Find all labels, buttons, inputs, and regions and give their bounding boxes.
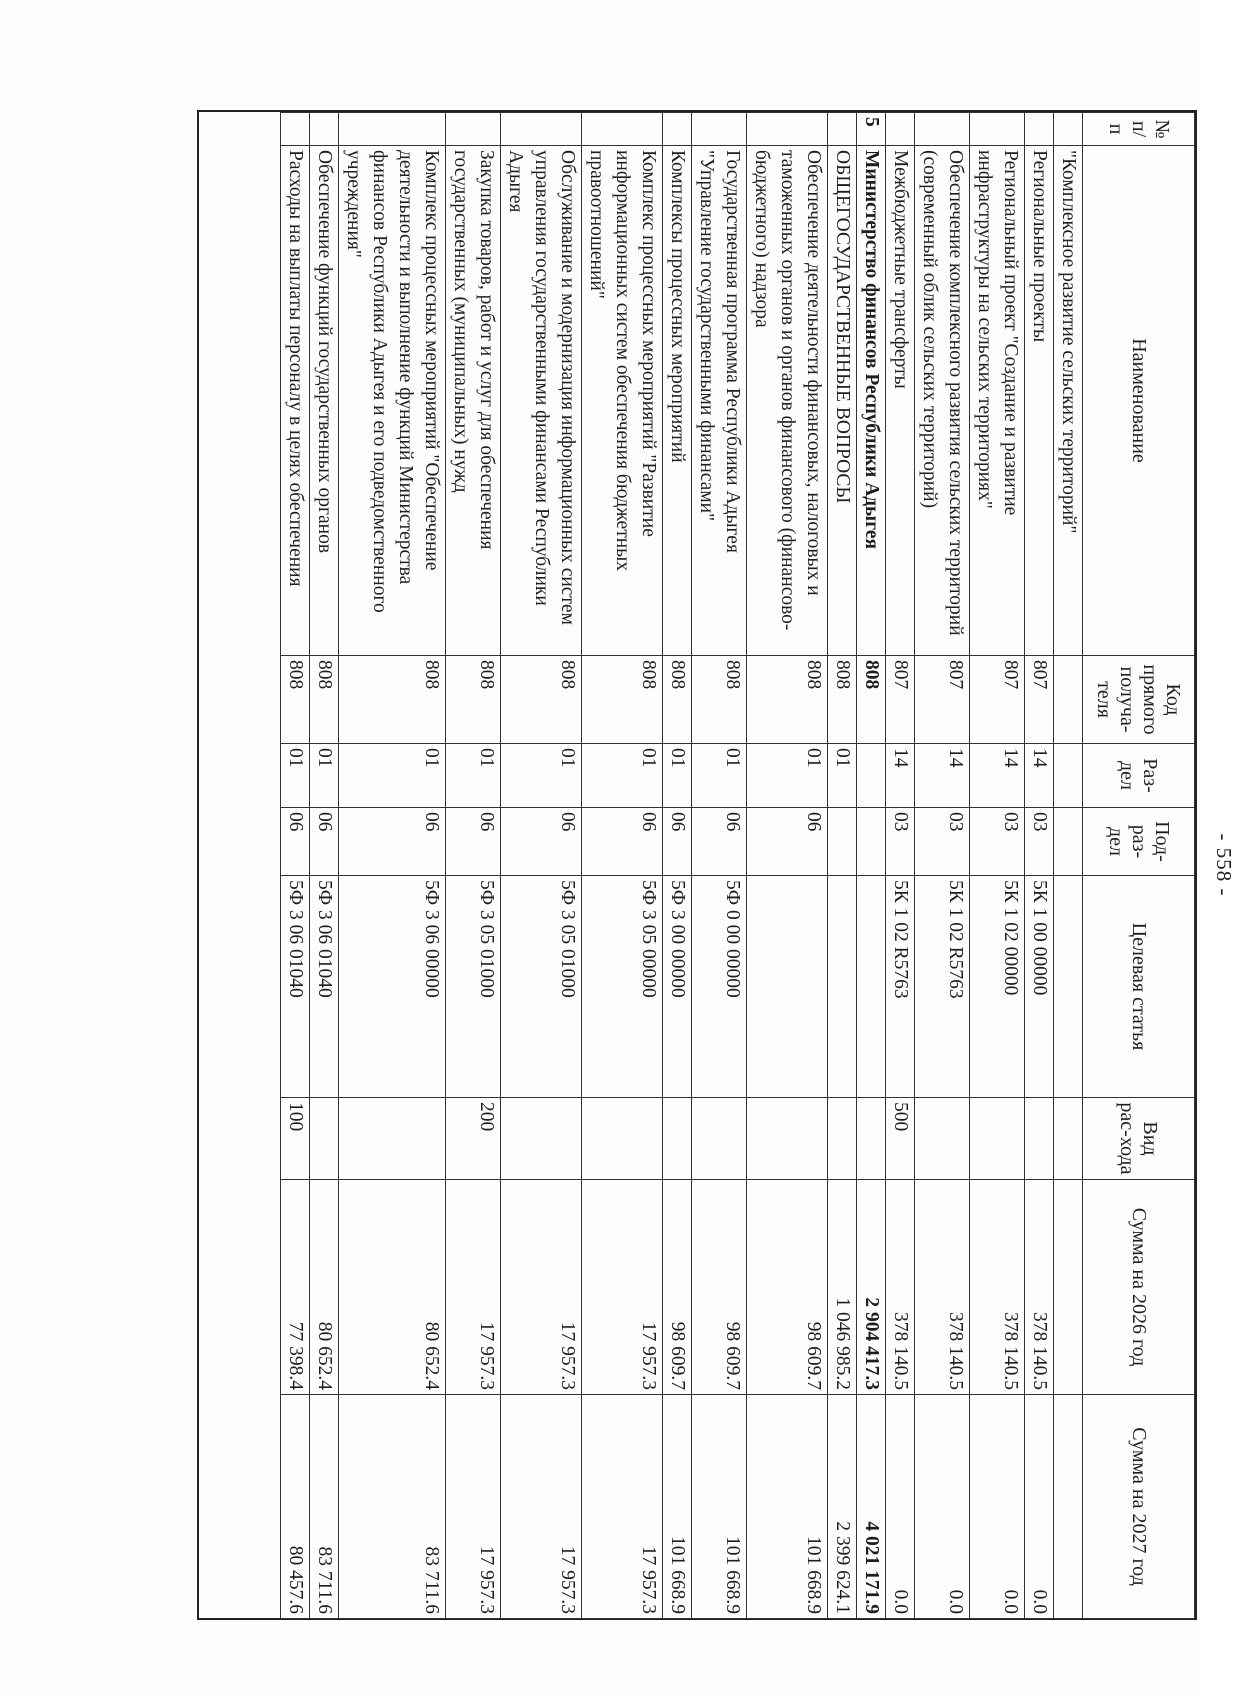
table-row (310, 113, 339, 1619)
header-vid: Вид рас-хода (1083, 1098, 1195, 1180)
row-celevaya-cell: 5Ф 3 06 01040 (281, 876, 310, 1098)
row-razdel-cell: 01 (747, 744, 828, 808)
row-sum-2026-cell: 378 140.5 (886, 1180, 915, 1395)
header-podrazdel: Под-раз-дел (1083, 808, 1195, 876)
row-razdel-cell: 01 (501, 744, 582, 808)
row-name-cell: Расходы на выплаты персоналу в целях обеспечения (281, 146, 310, 656)
row-sum-2026-cell: 80 652.4 (310, 1180, 339, 1395)
row-name-cell: Обеспечение комплексного развития сельских территорий (современный облик сельских территорий) (915, 146, 970, 656)
row-code-cell (1054, 656, 1083, 744)
row-code-cell: 808 (663, 656, 692, 744)
row-number-cell (446, 113, 501, 146)
row-razdel-cell: 01 (446, 744, 501, 808)
row-razdel-cell: 14 (1025, 744, 1054, 808)
row-podrazdel-cell: 06 (501, 808, 582, 876)
row-name-cell: Региональный проект "Создание и развитие инфраструктуры на сельских территориях" (970, 146, 1025, 656)
row-vid-cell (970, 1098, 1025, 1180)
row-code-cell: 807 (1025, 656, 1054, 744)
row-sum-2026-cell: 17 957.3 (582, 1180, 663, 1395)
header-razdel: Раз-дел (1083, 744, 1195, 808)
row-code-cell: 807 (970, 656, 1025, 744)
row-sum-2026-cell: 17 957.3 (501, 1180, 582, 1395)
row-celevaya-cell: 5К 1 02 R5763 (886, 876, 915, 1098)
budget-table (280, 112, 1195, 1619)
row-name-cell: ОБЩЕГОСУДАРСТВЕННЫЕ ВОПРОСЫ (828, 146, 857, 656)
row-code-cell: 808 (281, 656, 310, 744)
row-podrazdel-cell: 06 (663, 808, 692, 876)
row-sum-2027-cell: 17 957.3 (582, 1395, 663, 1619)
row-sum-2027-cell: 101 668.9 (747, 1395, 828, 1619)
row-name-cell: Министерство финансов Республики Адыгея (857, 146, 886, 656)
row-razdel-cell (857, 744, 886, 808)
header-sum-2026: Сумма на 2026 год (1083, 1180, 1195, 1395)
row-razdel-cell: 14 (886, 744, 915, 808)
row-sum-2026-cell: 98 609.7 (692, 1180, 747, 1395)
row-number-cell (747, 113, 828, 146)
header-code: Код прямого получа-теля (1083, 656, 1195, 744)
row-sum-2027-cell: 17 957.3 (446, 1395, 501, 1619)
table-row (886, 113, 915, 1619)
row-celevaya-cell: 5Ф 3 05 01000 (446, 876, 501, 1098)
row-number-cell (1025, 113, 1054, 146)
table-row (339, 113, 446, 1619)
row-code-cell: 808 (501, 656, 582, 744)
row-sum-2026-cell: 378 140.5 (1025, 1180, 1054, 1395)
row-vid-cell (828, 1098, 857, 1180)
row-sum-2026-cell: 98 609.7 (747, 1180, 828, 1395)
row-number-cell: 5 (857, 113, 886, 146)
row-sum-2027-cell: 101 668.9 (663, 1395, 692, 1619)
row-number-cell (915, 113, 970, 146)
table-row (692, 113, 747, 1619)
row-celevaya-cell: 5Ф 3 05 00000 (582, 876, 663, 1098)
row-vid-cell (1025, 1098, 1054, 1180)
row-podrazdel-cell: 06 (692, 808, 747, 876)
row-name-cell: Закупка товаров, работ и услуг для обеспечения государственных (муниципальных) нужд (446, 146, 501, 656)
row-sum-2027-cell: 0.0 (970, 1395, 1025, 1619)
row-vid-cell: 100 (281, 1098, 310, 1180)
row-sum-2027-cell: 0.0 (886, 1395, 915, 1619)
page-number: - 558 - (1212, 833, 1236, 897)
table-body (281, 113, 1083, 1619)
row-razdel-cell: 01 (692, 744, 747, 808)
row-sum-2026-cell: 77 398.4 (281, 1180, 310, 1395)
row-vid-cell: 500 (886, 1098, 915, 1180)
table-row (1025, 113, 1054, 1619)
row-podrazdel-cell (828, 808, 857, 876)
row-name-cell: Обслуживание и модернизация информационных систем управления государственными финансами Республики Адыгея (501, 146, 582, 656)
row-celevaya-cell: 5К 1 02 R5763 (915, 876, 970, 1098)
row-celevaya-cell: 5Ф 3 06 01040 (310, 876, 339, 1098)
row-celevaya-cell: 5Ф 3 00 00000 (663, 876, 692, 1098)
row-sum-2027-cell: 2 399 624.1 (828, 1395, 857, 1619)
row-vid-cell (582, 1098, 663, 1180)
row-number-cell (501, 113, 582, 146)
table-row (828, 113, 857, 1619)
row-sum-2027-cell: 0.0 (1025, 1395, 1054, 1619)
row-razdel-cell: 14 (970, 744, 1025, 808)
row-sum-2027-cell: 80 457.6 (281, 1395, 310, 1619)
header-no: № п/п (1083, 113, 1195, 146)
row-podrazdel-cell: 03 (915, 808, 970, 876)
row-razdel-cell: 01 (281, 744, 310, 808)
row-sum-2027-cell: 17 957.3 (501, 1395, 582, 1619)
row-code-cell: 808 (857, 656, 886, 744)
row-name-cell: Комплекс процессных мероприятий "Обеспечение деятельности и выполнение функций Министерства финансов Республики Адыгея и его подведомственного учреждения" (339, 146, 446, 656)
row-name-cell: Государственная программа Республики Адыгея "Управление государственными финансами" (692, 146, 747, 656)
row-podrazdel-cell: 03 (970, 808, 1025, 876)
table-row (857, 113, 886, 1619)
row-number-cell (281, 113, 310, 146)
row-name-cell: "Комплексное развитие сельских территорий" (1054, 146, 1083, 656)
row-code-cell: 808 (582, 656, 663, 744)
table-header (1083, 113, 1195, 1619)
table-row (747, 113, 828, 1619)
table-row (446, 113, 501, 1619)
header-sum-2027: Сумма на 2027 год (1083, 1395, 1195, 1619)
rotated-page-content (142, 110, 1242, 1620)
row-podrazdel-cell: 06 (339, 808, 446, 876)
row-number-cell (582, 113, 663, 146)
row-vid-cell (915, 1098, 970, 1180)
header-name: Наименование (1083, 146, 1195, 656)
row-number-cell (886, 113, 915, 146)
row-code-cell: 808 (446, 656, 501, 744)
row-number-cell (828, 113, 857, 146)
row-number-cell (1054, 113, 1083, 146)
row-vid-cell (501, 1098, 582, 1180)
row-vid-cell (1054, 1098, 1083, 1180)
row-celevaya-cell (828, 876, 857, 1098)
budget-table-frame (197, 110, 1197, 1620)
row-name-cell: Межбюджетные трансферты (886, 146, 915, 656)
header-celevaya: Целевая статья (1083, 876, 1195, 1098)
row-sum-2026-cell: 98 609.7 (663, 1180, 692, 1395)
row-podrazdel-cell: 06 (281, 808, 310, 876)
row-sum-2026-cell: 17 957.3 (446, 1180, 501, 1395)
row-podrazdel-cell: 06 (310, 808, 339, 876)
row-vid-cell (692, 1098, 747, 1180)
row-code-cell: 807 (886, 656, 915, 744)
row-sum-2027-cell: 4 021 171.9 (857, 1395, 886, 1619)
row-sum-2026-cell: 1 046 985.2 (828, 1180, 857, 1395)
row-podrazdel-cell (857, 808, 886, 876)
row-podrazdel-cell: 06 (446, 808, 501, 876)
row-razdel-cell (1054, 744, 1083, 808)
row-podrazdel-cell: 03 (1025, 808, 1054, 876)
row-name-cell: Комплекс процессных мероприятий "Развитие информационных систем обеспечения бюджетных правоотношений" (582, 146, 663, 656)
row-celevaya-cell: 5К 1 02 00000 (970, 876, 1025, 1098)
row-podrazdel-cell: 06 (747, 808, 828, 876)
row-razdel-cell: 14 (915, 744, 970, 808)
table-row (501, 113, 582, 1619)
row-sum-2027-cell: 101 668.9 (692, 1395, 747, 1619)
row-name-cell: Комплексы процессных мероприятий (663, 146, 692, 656)
row-number-cell (692, 113, 747, 146)
row-number-cell (339, 113, 446, 146)
row-code-cell: 808 (747, 656, 828, 744)
table-row (970, 113, 1025, 1619)
row-code-cell: 808 (828, 656, 857, 744)
row-sum-2026-cell: 378 140.5 (970, 1180, 1025, 1395)
row-vid-cell (339, 1098, 446, 1180)
row-celevaya-cell: 5Ф 3 05 01000 (501, 876, 582, 1098)
row-name-cell: Обеспечение функций государственных органов (310, 146, 339, 656)
row-name-cell: Региональные проекты (1025, 146, 1054, 656)
row-razdel-cell: 01 (339, 744, 446, 808)
row-razdel-cell: 01 (582, 744, 663, 808)
row-razdel-cell: 01 (828, 744, 857, 808)
row-code-cell: 808 (339, 656, 446, 744)
row-podrazdel-cell (1054, 808, 1083, 876)
row-vid-cell: 200 (446, 1098, 501, 1180)
row-number-cell (663, 113, 692, 146)
table-row (915, 113, 970, 1619)
row-sum-2027-cell: 83 711.6 (310, 1395, 339, 1619)
row-number-cell (310, 113, 339, 146)
row-celevaya-cell: 5К 1 00 00000 (1025, 876, 1054, 1098)
row-podrazdel-cell: 06 (582, 808, 663, 876)
table-row (281, 113, 310, 1619)
row-celevaya-cell (857, 876, 886, 1098)
row-razdel-cell: 01 (663, 744, 692, 808)
row-razdel-cell: 01 (310, 744, 339, 808)
row-sum-2027-cell: 83 711.6 (339, 1395, 446, 1619)
row-celevaya-cell (1054, 876, 1083, 1098)
row-sum-2026-cell: 378 140.5 (915, 1180, 970, 1395)
row-code-cell: 808 (692, 656, 747, 744)
row-code-cell: 807 (915, 656, 970, 744)
table-row (663, 113, 692, 1619)
row-podrazdel-cell: 03 (886, 808, 915, 876)
row-vid-cell (310, 1098, 339, 1180)
row-vid-cell (747, 1098, 828, 1180)
row-celevaya-cell: 5Ф 0 00 00000 (692, 876, 747, 1098)
row-celevaya-cell: 5Ф 3 06 00000 (339, 876, 446, 1098)
row-sum-2026-cell (1054, 1180, 1083, 1395)
row-sum-2026-cell: 80 652.4 (339, 1180, 446, 1395)
row-sum-2027-cell: 0.0 (915, 1395, 970, 1619)
row-vid-cell (663, 1098, 692, 1180)
table-row (1054, 113, 1083, 1619)
row-number-cell (970, 113, 1025, 146)
row-vid-cell (857, 1098, 886, 1180)
row-celevaya-cell (747, 876, 828, 1098)
table-row (582, 113, 663, 1619)
row-sum-2027-cell (1054, 1395, 1083, 1619)
row-code-cell: 808 (310, 656, 339, 744)
row-sum-2026-cell: 2 904 417.3 (857, 1180, 886, 1395)
row-name-cell: Обеспечение деятельности финансовых, налоговых и таможенных органов и органов финансового (финансово-бюджетного) надзора (747, 146, 828, 656)
